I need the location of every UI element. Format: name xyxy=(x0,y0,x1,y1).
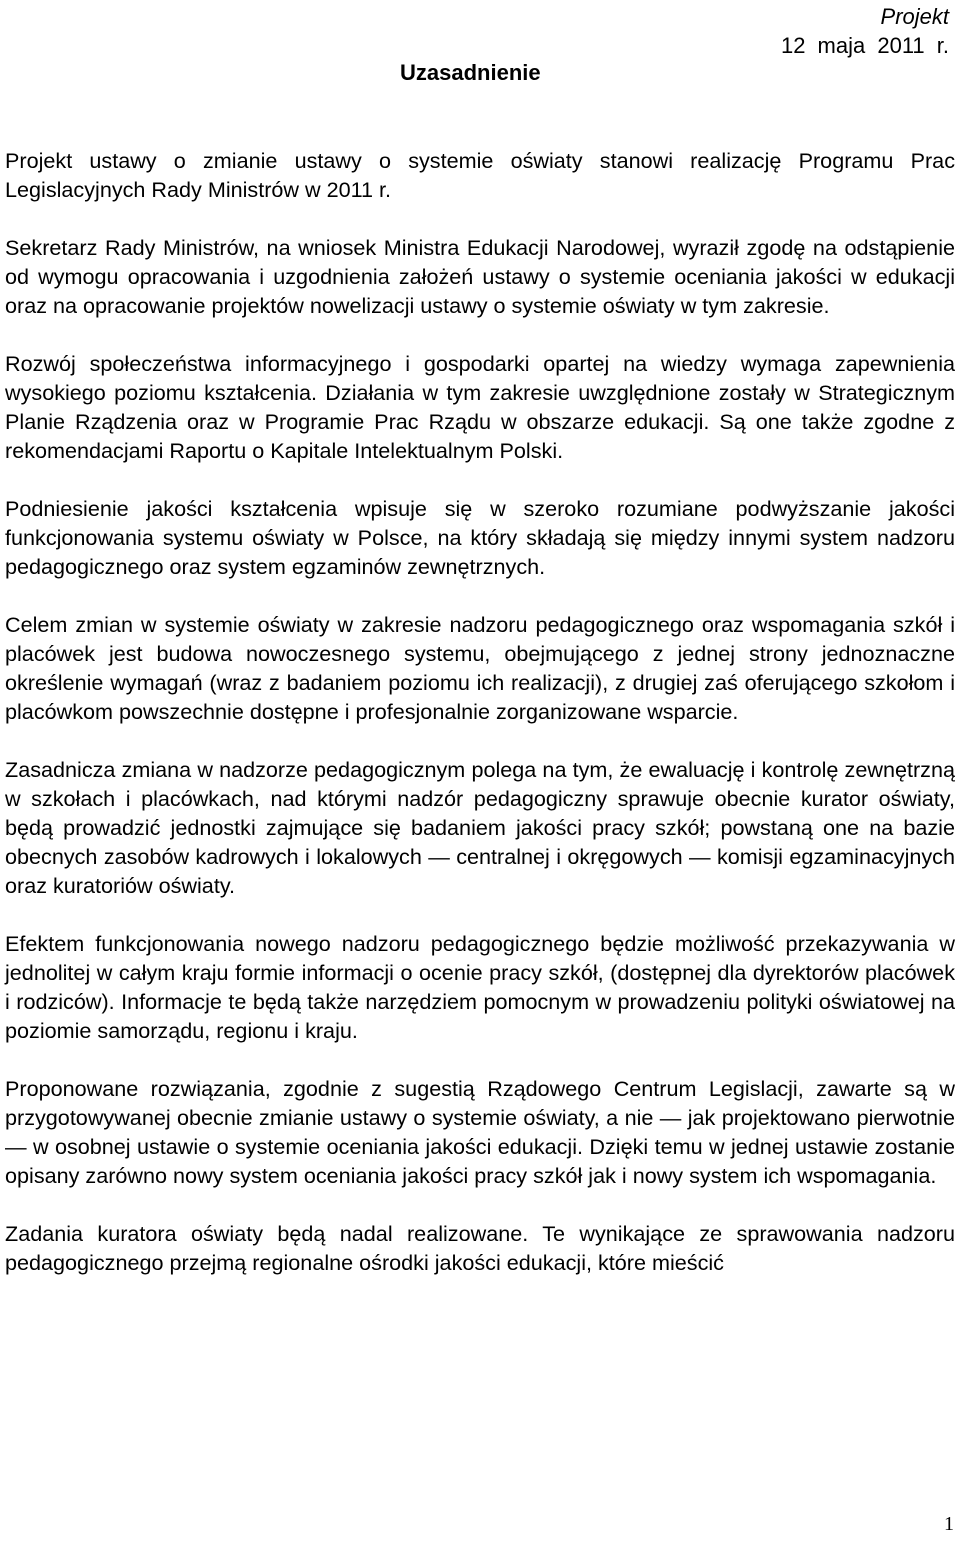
paragraph: Proponowane rozwiązania, zgodnie z sugestią Rządowego Centrum Legislacji, zawarte są w przygotowywanej obecnie zmianie ustawy o systemie oświaty, a nie — jak projektowano pierwotnie — w osobnej ustawie o systemie oceniania jakości edukacji. Dzięki temu w jednej ustawie zostanie opisany zarówno nowy system oceniania jakości pracy szkół jak i nowy system ich wspomagania. xyxy=(5,1076,955,1188)
document-body xyxy=(5,146,955,1306)
paragraph: Podniesienie jakości kształcenia wpisuje się w szeroko rozumiane podwyższanie jakości funkcjonowania systemu oświaty w Polsce, na który składają się między innymi system nadzoru pedagogicznego oraz system egzaminów zewnętrznych. xyxy=(5,496,955,579)
paragraph: Celem zmian w systemie oświaty w zakresie nadzoru pedagogicznego oraz wspomagania szkół i placówek jest budowa nowoczesnego systemu, obejmującego z jednej strony jednoznaczne określenie wymagań (wraz z badaniem poziomu ich realizacji), z drugiej zaś oferującego szkołom i placówkom powszechnie dostępne i profesjonalnie zorganizowane wsparcie. xyxy=(5,612,955,724)
document-date: 12 maja 2011 r. xyxy=(780,33,949,58)
page-number: 1 xyxy=(944,1513,954,1535)
draft-label: Projekt xyxy=(880,4,949,29)
paragraph: Rozwój społeczeństwa informacyjnego i gospodarki opartej na wiedzy wymaga zapewnienia wysokiego poziomu kształcenia. Działania w tym zakresie uwzględnione zostały w Strategicznym Planie Rządzenia oraz w Programie Prac Rządu w obszarze edukacji. Są one także zgodne z rekomendacjami Raportu o Kapitale Intelektualnym Polski. xyxy=(5,351,955,463)
document-header xyxy=(781,2,949,60)
document-title: Uzasadnienie xyxy=(400,60,541,85)
paragraph: Projekt ustawy o zmianie ustawy o systemie oświaty stanowi realizację Programu Prac Legislacyjnych Rady Ministrów w 2011 r. xyxy=(5,148,955,202)
paragraph: Zasadnicza zmiana w nadzorze pedagogicznym polega na tym, że ewaluację i kontrolę zewnętrzną w szkołach i placówkach, nad którymi nadzór pedagogiczny sprawuje obecnie kurator oświaty, będą prowadzić jednostki zajmujące się badaniem jakości pracy szkół; powstaną one na bazie obecnych zasobów kadrowych i lokalowych — centralnej i okręgowych — komisji egzaminacyjnych oraz kuratoriów oświaty. xyxy=(5,757,955,898)
paragraph: Zadania kuratora oświaty będą nadal realizowane. Te wynikające ze sprawowania nadzoru pedagogicznego przejmą regionalne ośrodki jakości edukacji, które mieścić xyxy=(5,1221,955,1275)
paragraph: Sekretarz Rady Ministrów, na wniosek Ministra Edukacji Narodowej, wyraził zgodę na odstąpienie od wymogu opracowania i uzgodnienia założeń ustawy o systemie oceniania jakości w edukacji oraz na opracowanie projektów nowelizacji ustawy o systemie oświaty w tym zakresie. xyxy=(5,235,955,318)
paragraph: Efektem funkcjonowania nowego nadzoru pedagogicznego będzie możliwość przekazywania w jednolitej w całym kraju formie informacji o ocenie pracy szkół, (dostępnej dla dyrektorów placówek i rodziców). Informacje te będą także narzędziem pomocnym w prowadzeniu polityki oświatowej na poziomie samorządu, regionu i kraju. xyxy=(5,931,955,1043)
